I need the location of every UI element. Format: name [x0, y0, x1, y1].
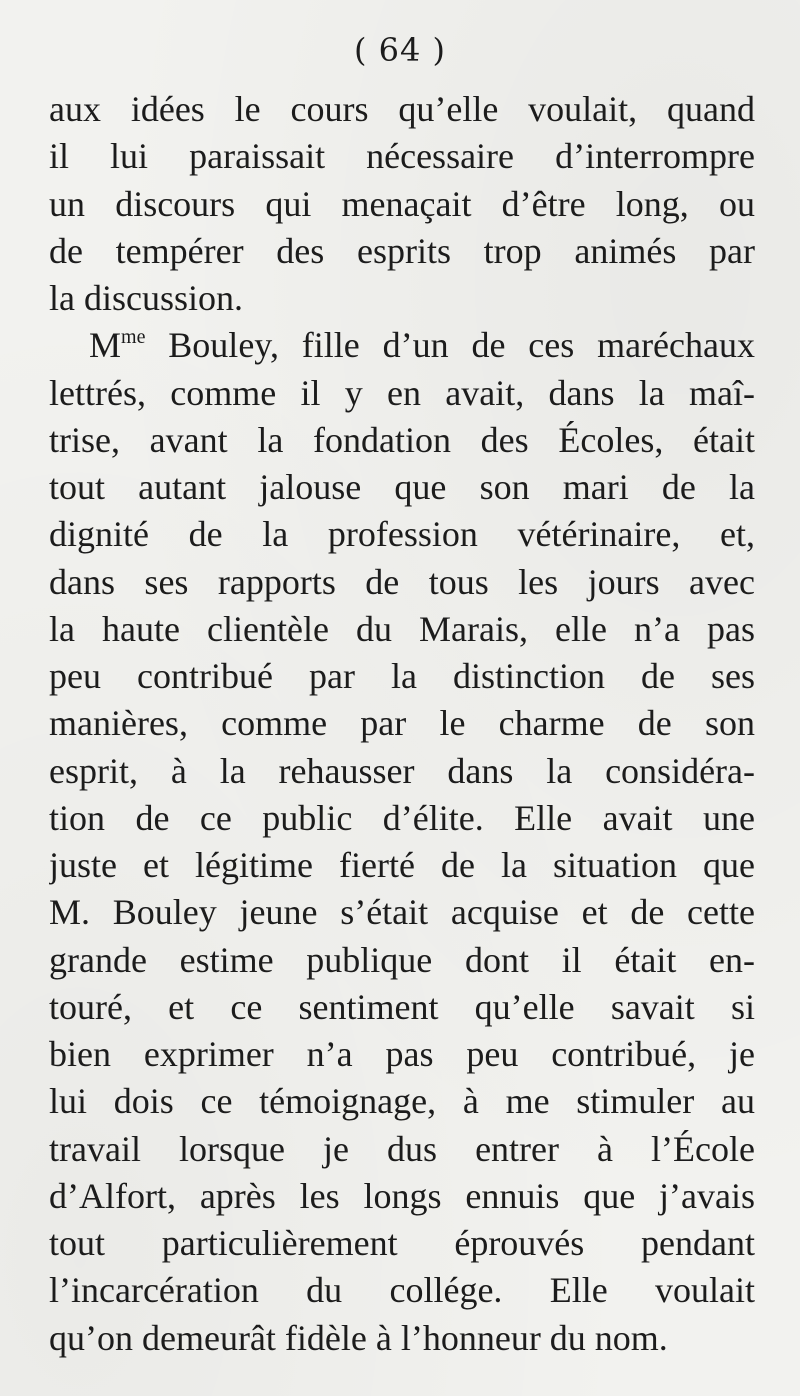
- text-line: juste et légitime fierté de la situation que: [49, 845, 755, 885]
- text-line: d’Alfort, après les longs ennuis que j’avais: [49, 1175, 755, 1216]
- text-line: lui dois ce témoignage, à me stimuler au: [49, 1081, 755, 1122]
- text-line: un discours qui menaçait d’être long, ou: [49, 183, 755, 224]
- paragraph-2: [49, 322, 755, 1362]
- text-line: travail lorsque je dus entrer à l’École: [49, 1128, 755, 1169]
- text-line: la discussion.: [49, 278, 243, 318]
- text-line: peu contribué par la distinction de ses: [49, 656, 755, 696]
- text-line-rest: Bouley, fille d’un de ces maréchaux: [145, 325, 755, 366]
- text-line: qu’on demeurât fidèle à l’honneur du nom.: [49, 1317, 668, 1358]
- text-line: tout particulièrement éprouvés pendant: [49, 1223, 755, 1263]
- text-line: la haute clientèle du Marais, elle n’a pas: [49, 608, 755, 649]
- text-line: il lui paraissait nécessaire d’interrompre: [49, 136, 755, 177]
- text-line: tout autant jalouse que son mari de la: [49, 467, 755, 507]
- text-line: M. Bouley jeune s’était acquise et de cette: [49, 892, 755, 933]
- text-line: trise, avant la fondation des Écoles, était: [49, 419, 755, 460]
- text-line: touré, et ce sentiment qu’elle savait si: [49, 986, 755, 1027]
- text-line: tion de ce public d’élite. Elle avait une: [49, 797, 755, 838]
- text-line: lettrés, comme il y en avait, dans la maî-: [49, 372, 755, 413]
- text-line: grande estime publique dont il était en-: [49, 939, 755, 980]
- text-line: dans ses rapports de tous les jours avec: [49, 561, 755, 602]
- abbreviation-superscript: me: [121, 326, 146, 349]
- text-line: bien exprimer n’a pas peu contribué, je: [49, 1034, 755, 1074]
- paragraph-1: [49, 86, 755, 322]
- text-line: l’incarcération du collége. Elle voulait: [49, 1270, 755, 1311]
- text-line: manières, comme par le charme de son: [49, 703, 755, 744]
- abbreviation: M: [89, 325, 122, 366]
- text-line: dignité de la profession vétérinaire, et,: [49, 514, 755, 555]
- text-line: de tempérer des esprits trop animés par: [49, 230, 755, 271]
- text-line-first: [49, 322, 755, 369]
- page-number: ( 64 ): [353, 31, 447, 69]
- text-line: aux idées le cours qu’elle voulait, quand: [49, 89, 755, 129]
- text-line: esprit, à la rehausser dans la considéra-: [49, 750, 755, 791]
- body-text: [49, 86, 755, 1362]
